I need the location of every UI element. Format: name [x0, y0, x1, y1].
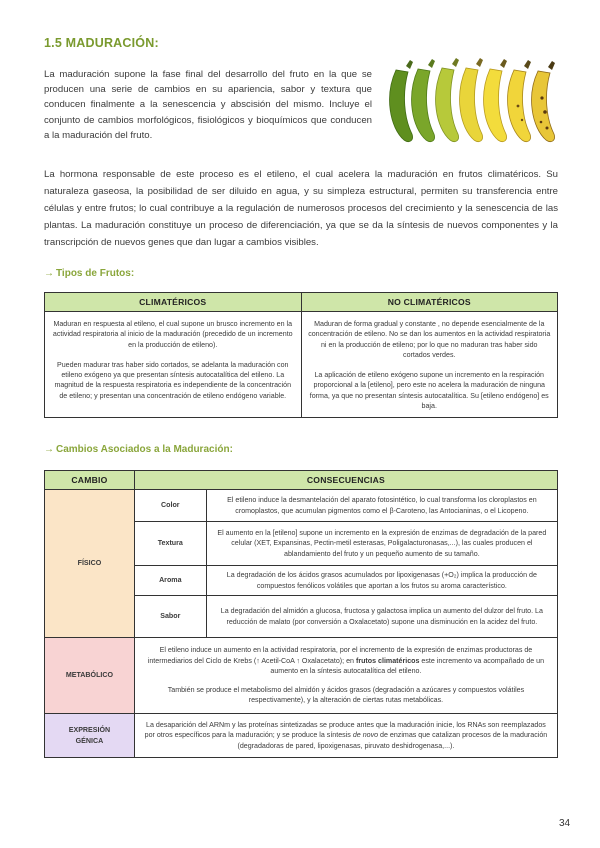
subcategory-textura: Textura: [134, 522, 206, 566]
section-heading: 1.5 MADURACIÓN:: [44, 36, 159, 50]
consequence-sabor: La degradación del almidón a glucosa, fructosa y galactosa implica un aumento del dulzor del fruto. La reducción de malato (por conversión a Oxalacetato) supone una disminución en la acidez del fruto.: [206, 596, 557, 638]
cambios-asociados-table: [44, 470, 558, 758]
metabolico-text-1: [141, 645, 551, 676]
category-metabolico: METABÓLICO: [45, 638, 135, 714]
header-climatericos: CLIMATÉRICOS: [45, 293, 302, 312]
category-fisico: FÍSICO: [45, 490, 135, 638]
category-expresion-genica: [45, 714, 135, 758]
table-row: [45, 714, 558, 758]
metabolico-text-b: este incremento va acompañado de un aumento en la síntesis autocatalítica del etileno.: [270, 656, 545, 676]
climatericos-text-1: Maduran en respuesta al etileno, el cual supone un brusco incremento en la actividad respiratoria al inicio de la maduración (precedido de un incremento en la producción de etileno).: [52, 320, 293, 349]
table-header-row: [45, 293, 558, 312]
tipos-de-frutos-table: [44, 292, 558, 418]
banana-1: [390, 60, 413, 142]
ethylene-paragraph: La hormona responsable de este proceso es el etileno, el cual acelera la maduración en frutos climatéricos. Su naturaleza gaseosa, la posibilidad de ser diluido en agua, y su simpleza estructural, permiten su transferencia entre células y entre frutos; lo cual contribuye a la regulación de numerosos procesos del crecimiento y la senescencia de las plantas. La maduración constituye un proceso de diferenciación, ya que se da la síntesis de nuevos componentes y la transcripción de nuevos genes que dan lugar a cambios visibles.: [44, 169, 558, 248]
banana-2: [412, 59, 435, 142]
header-consecuencias: CONSECUENCIAS: [134, 471, 557, 490]
banana-6: [508, 60, 531, 142]
table-row: [45, 490, 558, 522]
climatericos-text-2: Pueden madurar tras haber sido cortados, se adelanta la maduración con etileno exógeno ya que presentan síntesis autocatalítica del etileno. La magnitud de la respuesta respiratoria es independiente de la concentración de etileno; y presentan una concentración de etileno endógeno variable.: [54, 360, 292, 400]
header-no-climatericos: NO CLIMATÉRICOS: [301, 293, 558, 312]
banana-3: [436, 58, 459, 142]
expresion-label-2: GÉNICA: [75, 736, 104, 745]
table-row: [45, 638, 558, 714]
header-cambio: CAMBIO: [45, 471, 135, 490]
intro-paragraph: La maduración supone la fase final del desarrollo del fruto en la que se producen una serie de cambios en su apariencia, sabor y textura que conducen finalmente a la senescencia y abscisión del mismo. Incluye el conjunto de cambios morfológicos, fisiológicos y bioquímicos que conducen a la maduración del fruto.: [44, 69, 372, 141]
page-number: 34: [559, 818, 571, 829]
expresion-text-italic: de novo: [352, 731, 379, 740]
consequence-textura: El aumento en la [etileno] supone un incremento en la expresión de enzimas de degradación de la pared celular (XET, Expansinas, Pectin-metil esterasas, Poligalacturonasas,...), las cuales producen el ablandamiento del fruto y un pequeño aumento de su tamaño.: [206, 522, 557, 566]
expresion-text-a: La desaparición del ARNm y las proteínas sintetizadas se produce antes que la maduración inicie, los RNAs son reemplazados por otros específicos para la maduración; y se produce la síntesis: [144, 720, 546, 740]
subcategory-sabor: Sabor: [134, 596, 206, 638]
subcategory-color: Color: [134, 490, 206, 522]
subcategory-aroma: Aroma: [134, 566, 206, 596]
consequence-color: El etileno induce la desmantelación del aparato fotosintético, lo cual transforma los cloroplastos en cromoplastos, que acumulan pigmentos como el β-Caroteno, las Antocianinas, o el Licopeno.: [206, 490, 557, 522]
banana-7: [532, 61, 555, 142]
metabolico-text-bold: frutos climatéricos: [355, 656, 420, 665]
subheading-cambios: [44, 444, 233, 455]
subheading-tipos: [44, 268, 134, 279]
banana-4: [460, 58, 483, 142]
table-header-row: [45, 471, 558, 490]
arrow-right-icon: →: [44, 444, 54, 455]
expresion-text-b: de enzimas que catalizan procesos de la maduración (degradadoras de pared, lipoxigenasas, piruvato deshidrogenasa,...).: [237, 731, 548, 750]
banana-5: [484, 59, 507, 142]
consequence-aroma: La degradación de los ácidos grasos acumulados por lipoxigenasas (+O₂) implica la producción de compuestos fenólicos volátiles que aportan a los frutos su aroma característico.: [206, 566, 557, 596]
climatericos-cell: [45, 312, 302, 418]
consequence-metabolico: [134, 638, 557, 714]
consequence-expresion-genica: [134, 714, 557, 758]
no-climatericos-text-2: La aplicación de etileno exógeno supone un incremento en la respiración proporcional a la [etileno], pero este no acelera la maduración de ninguna forma, ya que no presentan síntesis autocatalítica. Su [etileno endógeno] es baja.: [309, 371, 549, 411]
subheading-tipos-text: Tipos de Frutos:: [56, 268, 135, 279]
bananas-ripening-illustration: [382, 56, 558, 146]
no-climatericos-text-1: Maduran de forma gradual y constante , no depende esencialmente de la concentración de etileno. No se dan los aumentos en la actividad respiratoria ni en la producción de etileno; por lo que no maduran tras haber sido cortados verdes.: [308, 320, 551, 359]
metabolico-text-a: El etileno induce un aumento en la actividad respiratoria, por el incremento de la expresión de enzimas productoras de intermediarios del Ciclo de Krebs (↑ Acetil-CoA ↑ Oxalacetato); en: [147, 646, 533, 665]
no-climatericos-cell: [301, 312, 558, 418]
table-row: [45, 312, 558, 418]
expresion-label-1: EXPRESIÓN: [68, 726, 111, 735]
arrow-right-icon: →: [44, 268, 54, 279]
metabolico-text-2: También se produce el metabolismo del almidón y ácidos grasos (degradación a azúcares y compuestos volátiles respectivamente), y la alteración de ciertas rutas metabólicas.: [167, 685, 525, 705]
subheading-cambios-text: Cambios Asociados a la Maduración:: [56, 444, 233, 455]
